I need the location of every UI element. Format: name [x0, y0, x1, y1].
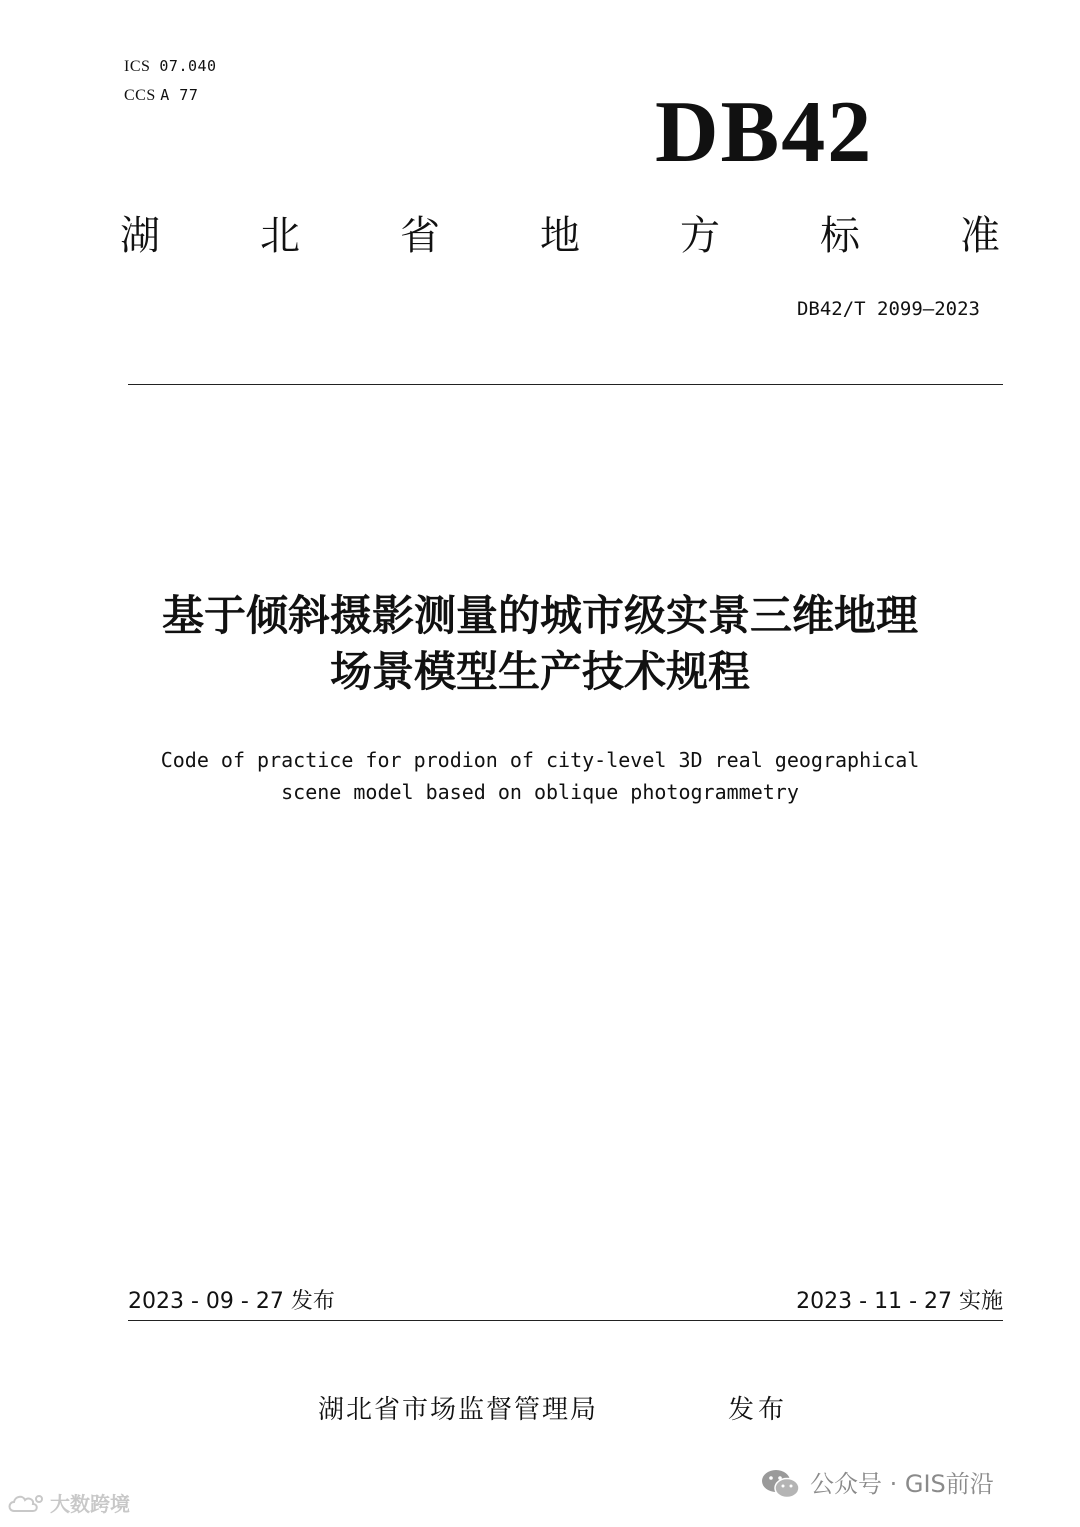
ccs-line [124, 81, 217, 110]
english-title-line-1: Code of practice for prodion of city-level 3D real geographical [160, 748, 920, 772]
standard-type-char: 湖 [120, 213, 160, 259]
wechat-icon [760, 1466, 802, 1502]
standard-type-char: 省 [400, 213, 440, 259]
chinese-title [90, 588, 990, 700]
classification-block [124, 52, 217, 110]
standard-type-heading [112, 206, 1012, 266]
watermark-left [6, 1490, 130, 1518]
ccs-label: CCS [124, 87, 156, 104]
ics-line [124, 52, 217, 81]
standard-type-char: 方 [680, 213, 720, 259]
issuer-name: 湖北省市场监督管理局 [318, 1395, 599, 1425]
db42-logo: DB42 [655, 84, 874, 181]
footer-divider [128, 1320, 1003, 1321]
english-title-line-2: scene model based on oblique photogrammetry [281, 780, 799, 804]
standard-type-char: 北 [260, 213, 300, 259]
standard-type-char: 地 [540, 213, 580, 259]
issue-label: 发布 [728, 1395, 789, 1425]
cloud-logo-icon [6, 1491, 46, 1517]
standard-type-char: 标 [820, 213, 860, 259]
watermark-left-text: 大数跨境 [50, 1492, 130, 1516]
watermark-right-text: 公众号 · GIS前沿 [810, 1470, 994, 1498]
ics-label: ICS [124, 58, 151, 75]
english-title [90, 744, 990, 808]
chinese-title-line-2: 场景模型生产技术规程 [329, 647, 750, 696]
chinese-title-line-1: 基于倾斜摄影测量的城市级实景三维地理 [161, 591, 918, 640]
ics-code: 07.040 [159, 57, 217, 75]
implement-date: 2023 - 11 - 27 实施 [796, 1289, 1003, 1314]
ccs-code: A 77 [160, 86, 199, 104]
standard-code: DB42/T 2099—2023 [796, 298, 980, 320]
publish-date: 2023 - 09 - 27 发布 [128, 1289, 335, 1314]
watermark-right [760, 1466, 994, 1502]
header-divider [128, 384, 1003, 385]
standard-type-char: 准 [960, 213, 1000, 259]
